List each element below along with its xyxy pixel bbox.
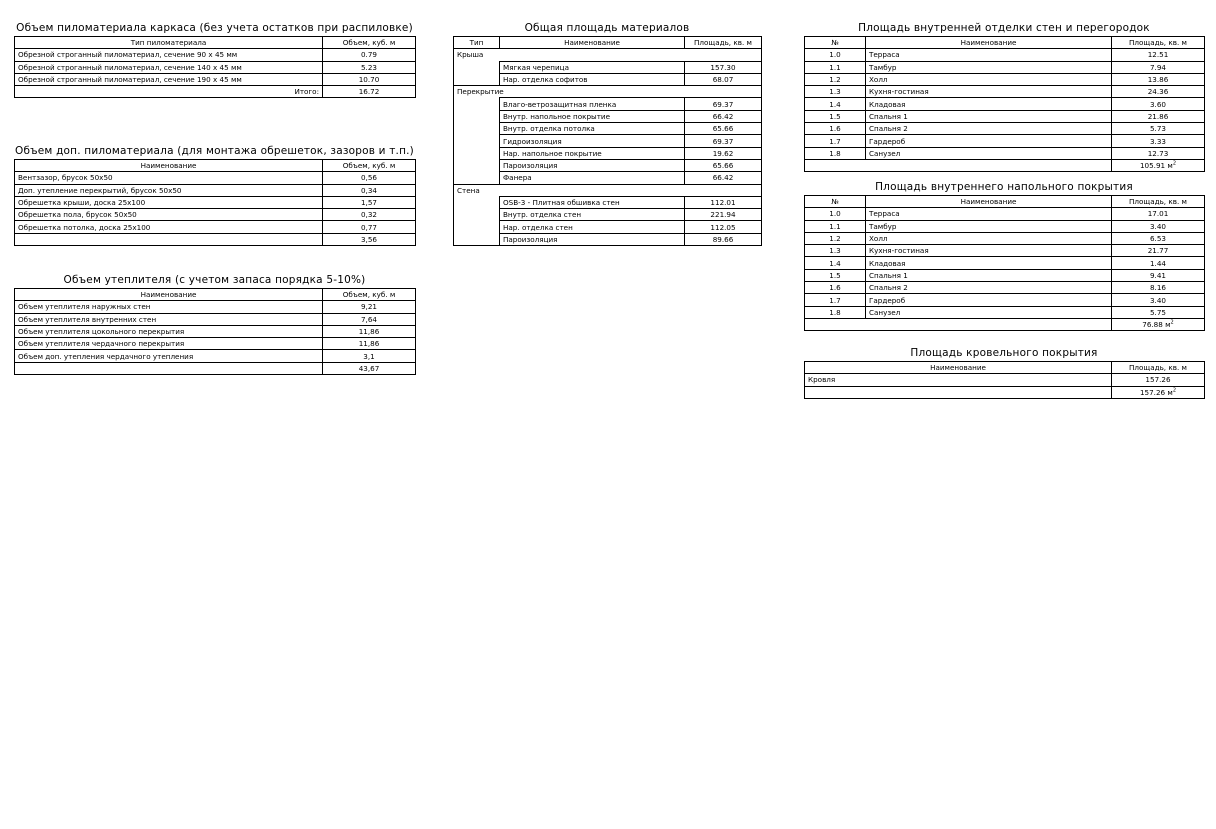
- cell-value: 1.44: [1112, 257, 1205, 269]
- table-row: [805, 245, 1205, 257]
- cell-value: 11,86: [323, 325, 416, 337]
- column-header: Площадь, кв. м: [685, 37, 762, 49]
- cell-value: 0.79: [323, 49, 416, 61]
- table-row: [805, 147, 1205, 159]
- cell-name: Спальня 1: [866, 110, 1112, 122]
- table-row: [15, 209, 416, 221]
- table-row: [454, 110, 762, 122]
- cell-name: Внутр. отделка потолка: [500, 123, 685, 135]
- lumber-frame-volume-table: [14, 22, 415, 98]
- column-header: Объем, куб. м: [323, 37, 416, 49]
- table-row: [805, 220, 1205, 232]
- cell-number: 1.8: [805, 306, 866, 318]
- table-title: Объем утеплителя (с учетом запаса порядка 5-10%): [63, 274, 366, 286]
- column-header: Наименование: [15, 289, 323, 301]
- total-value: 3,56: [323, 233, 416, 245]
- total-row: [15, 362, 416, 374]
- cell-value: 66.42: [685, 172, 762, 184]
- floor-covering-area-table: [804, 181, 1204, 331]
- column-header: Наименование: [866, 196, 1112, 208]
- table-row: [805, 306, 1205, 318]
- cell-value: 0,56: [323, 172, 416, 184]
- cell-value: 157.30: [685, 61, 762, 73]
- cell-value: 112.05: [685, 221, 762, 233]
- cell-name: Терраса: [866, 208, 1112, 220]
- cell-number: 1.0: [805, 208, 866, 220]
- cell-name: Терраса: [866, 49, 1112, 61]
- table-title: Общая площадь материалов: [524, 22, 690, 34]
- cell-name: Нар. отделка софитов: [500, 73, 685, 85]
- cell-number: 1.3: [805, 245, 866, 257]
- cell-value: 5.75: [1112, 306, 1205, 318]
- cell-name: Кладовая: [866, 98, 1112, 110]
- cell-name: Обрезной строганный пиломатериал, сечение 140 х 45 мм: [15, 61, 323, 73]
- table-row: [454, 135, 762, 147]
- column-header: Тип: [454, 37, 500, 49]
- table-row: [15, 184, 416, 196]
- cell-value: 21.77: [1112, 245, 1205, 257]
- table-row: [805, 49, 1205, 61]
- cell-value: 5.73: [1112, 123, 1205, 135]
- table-row: [454, 196, 762, 208]
- cell-name: Объем утеплителя цокольного перекрытия: [15, 325, 323, 337]
- table-row: [454, 172, 762, 184]
- cell-value: 1,57: [323, 196, 416, 208]
- group-header-row: [454, 86, 762, 98]
- cell-value: 6.53: [1112, 232, 1205, 244]
- cell-name: Внутр. напольное покрытие: [500, 110, 685, 122]
- cell-value: 221.94: [685, 209, 762, 221]
- column-header: Площадь, кв. м: [1112, 196, 1205, 208]
- cell-number: 1.6: [805, 282, 866, 294]
- table-row: [454, 233, 762, 245]
- total-row: [805, 159, 1205, 171]
- table-row: [15, 61, 416, 73]
- cell-value: 69.37: [685, 135, 762, 147]
- cell-number: 1.8: [805, 147, 866, 159]
- cell-name: Нар. напольное покрытие: [500, 147, 685, 159]
- group-type: Перекрытие: [454, 86, 762, 98]
- cell-value: 7.94: [1112, 61, 1205, 73]
- cell-name: Кухня-гостиная: [866, 245, 1112, 257]
- cell-name: Внутр. отделка стен: [500, 209, 685, 221]
- cell-name: Санузел: [866, 306, 1112, 318]
- cell-name: Кухня-гостиная: [866, 86, 1112, 98]
- table-row: [15, 73, 416, 85]
- column-header: №: [805, 37, 866, 49]
- cell-value: 12.51: [1112, 49, 1205, 61]
- cell-name: Доп. утепление перекрытий, брусок 50х50: [15, 184, 323, 196]
- cell-name: Обрезной строганный пиломатериал, сечение 90 х 45 мм: [15, 49, 323, 61]
- cell-number: 1.1: [805, 61, 866, 73]
- cell-name: Тамбур: [866, 61, 1112, 73]
- cell-name: Обрешетка потолка, доска 25х100: [15, 221, 323, 233]
- table-row: [454, 221, 762, 233]
- cell-value: 11,86: [323, 338, 416, 350]
- cell-name: Фанера: [500, 172, 685, 184]
- total-row: [15, 86, 416, 98]
- cell-name: Объем утеплителя внутренних стен: [15, 313, 323, 325]
- roofing-area-table: [804, 347, 1204, 399]
- cell-number: 1.3: [805, 86, 866, 98]
- cell-name: Обрешетка крыши, доска 25х100: [15, 196, 323, 208]
- table-title: Площадь внутреннего напольного покрытия: [875, 181, 1133, 193]
- table-row: [805, 86, 1205, 98]
- table-row: [15, 196, 416, 208]
- cell-value: 3.40: [1112, 294, 1205, 306]
- cell-value: 157.26: [1112, 374, 1205, 386]
- cell-name: Влаго-ветрозащитная пленка: [500, 98, 685, 110]
- cell-number: 1.1: [805, 220, 866, 232]
- group-header-row: [454, 49, 762, 61]
- table-row: [15, 221, 416, 233]
- cell-value: 89.66: [685, 233, 762, 245]
- table-title: Площадь внутренней отделки стен и перегородок: [858, 22, 1150, 34]
- table-row: [805, 374, 1205, 386]
- table-title: Объем пиломатериала каркаса (без учета остатков при распиловке): [16, 22, 413, 34]
- cell-value: 19.62: [685, 147, 762, 159]
- cell-name: Гардероб: [866, 135, 1112, 147]
- cell-value: 69.37: [685, 98, 762, 110]
- cell-name: Холл: [866, 232, 1112, 244]
- column-header: Объем, куб. м: [323, 289, 416, 301]
- table-row: [805, 110, 1205, 122]
- cell-name: Нар. отделка стен: [500, 221, 685, 233]
- cell-value: 0,32: [323, 209, 416, 221]
- extra-lumber-volume-table: [14, 145, 415, 246]
- column-header: Площадь, кв. м: [1112, 362, 1205, 374]
- cell-name: Кладовая: [866, 257, 1112, 269]
- cell-name: Холл: [866, 73, 1112, 85]
- cell-name: Спальня 2: [866, 282, 1112, 294]
- table-row: [805, 208, 1205, 220]
- table-row: [805, 135, 1205, 147]
- cell-value: 12.73: [1112, 147, 1205, 159]
- column-header: Объем, куб. м: [323, 160, 416, 172]
- table-row: [15, 338, 416, 350]
- cell-name: Пароизоляция: [500, 233, 685, 245]
- cell-value: 68.07: [685, 73, 762, 85]
- total-value: 43,67: [323, 362, 416, 374]
- cell-value: 112.01: [685, 196, 762, 208]
- cell-value: 13.86: [1112, 73, 1205, 85]
- cell-name: Объем доп. утепления чердачного утепления: [15, 350, 323, 362]
- cell-number: 1.7: [805, 135, 866, 147]
- column-header: Наименование: [500, 37, 685, 49]
- cell-value: 24.36: [1112, 86, 1205, 98]
- column-header: №: [805, 196, 866, 208]
- table-row: [15, 325, 416, 337]
- cell-value: 21.86: [1112, 110, 1205, 122]
- column-header: Тип пиломатериала: [15, 37, 323, 49]
- table-row: [805, 98, 1205, 110]
- cell-value: 7,64: [323, 313, 416, 325]
- table-row: [454, 209, 762, 221]
- cell-name: Обрезной строганный пиломатериал, сечение 190 х 45 мм: [15, 73, 323, 85]
- table-row: [805, 232, 1205, 244]
- table-row: [15, 301, 416, 313]
- cell-value: 17.01: [1112, 208, 1205, 220]
- cell-number: 1.0: [805, 49, 866, 61]
- table-row: [15, 49, 416, 61]
- cell-name: Санузел: [866, 147, 1112, 159]
- column-header: Площадь, кв. м: [1112, 37, 1205, 49]
- cell-value: 3,1: [323, 350, 416, 362]
- group-type: Стена: [454, 184, 762, 196]
- table-row: [805, 123, 1205, 135]
- total-value: 16.72: [323, 86, 416, 98]
- cell-value: 3.40: [1112, 220, 1205, 232]
- total-value: 76.88 $м^2$: [1112, 318, 1205, 330]
- cell-number: 1.7: [805, 294, 866, 306]
- table-row: [15, 313, 416, 325]
- cell-number: 1.5: [805, 110, 866, 122]
- group-type: Крыша: [454, 49, 762, 61]
- column-header: Наименование: [805, 362, 1112, 374]
- materials-area-table: [453, 22, 761, 246]
- cell-value: 10.70: [323, 73, 416, 85]
- cell-name: Обрешетка пола, брусок 50х50: [15, 209, 323, 221]
- cell-value: 0,34: [323, 184, 416, 196]
- table-row: [805, 61, 1205, 73]
- table-row: [805, 282, 1205, 294]
- cell-value: 66.42: [685, 110, 762, 122]
- cell-value: 9,21: [323, 301, 416, 313]
- insulation-volume-table: [14, 274, 415, 375]
- table-row: [454, 123, 762, 135]
- cell-name: Спальня 2: [866, 123, 1112, 135]
- cell-value: 65.66: [685, 123, 762, 135]
- total-value: 105.91 $м^2$: [1112, 159, 1205, 171]
- cell-value: 0,77: [323, 221, 416, 233]
- cell-name: Вентзазор, брусок 50х50: [15, 172, 323, 184]
- table-row: [805, 294, 1205, 306]
- table-title: Объем доп. пиломатериала (для монтажа обрешеток, зазоров и т.п.): [15, 145, 414, 157]
- table-row: [454, 73, 762, 85]
- cell-name: Объем утеплителя чердачного перекрытия: [15, 338, 323, 350]
- cell-number: 1.2: [805, 73, 866, 85]
- cell-name: Гидроизоляция: [500, 135, 685, 147]
- cell-number: 1.4: [805, 257, 866, 269]
- cell-value: 5.23: [323, 61, 416, 73]
- total-label: Итого:: [15, 86, 323, 98]
- table-row: [454, 159, 762, 171]
- cell-name: Пароизоляция: [500, 159, 685, 171]
- cell-name: Спальня 1: [866, 269, 1112, 281]
- total-label: [15, 233, 323, 245]
- table-row: [454, 98, 762, 110]
- table-title: Площадь кровельного покрытия: [910, 347, 1098, 359]
- cell-name: Мягкая черепица: [500, 61, 685, 73]
- cell-number: 1.6: [805, 123, 866, 135]
- total-row: [805, 318, 1205, 330]
- cell-value: 8.16: [1112, 282, 1205, 294]
- cell-name: Тамбур: [866, 220, 1112, 232]
- group-header-row: [454, 184, 762, 196]
- cell-value: 9.41: [1112, 269, 1205, 281]
- column-header: Наименование: [866, 37, 1112, 49]
- table-row: [15, 350, 416, 362]
- total-value: 157.26 $м^2$: [1112, 386, 1205, 398]
- cell-name: Гардероб: [866, 294, 1112, 306]
- table-row: [454, 147, 762, 159]
- cell-name: Кровля: [805, 374, 1112, 386]
- cell-number: 1.5: [805, 269, 866, 281]
- cell-name: OSB-3 - Плитная обшивка стен: [500, 196, 685, 208]
- total-row: [805, 386, 1205, 398]
- wall-finish-area-table: [804, 22, 1204, 172]
- column-header: Наименование: [15, 160, 323, 172]
- cell-value: 3.60: [1112, 98, 1205, 110]
- cell-value: 3.33: [1112, 135, 1205, 147]
- cell-number: 1.4: [805, 98, 866, 110]
- cell-value: 65.66: [685, 159, 762, 171]
- cell-name: Объем утеплителя наружных стен: [15, 301, 323, 313]
- table-row: [805, 257, 1205, 269]
- table-row: [805, 269, 1205, 281]
- total-label: [15, 362, 323, 374]
- table-row: [15, 172, 416, 184]
- table-row: [454, 61, 762, 73]
- total-row: [15, 233, 416, 245]
- cell-number: 1.2: [805, 232, 866, 244]
- table-row: [805, 73, 1205, 85]
